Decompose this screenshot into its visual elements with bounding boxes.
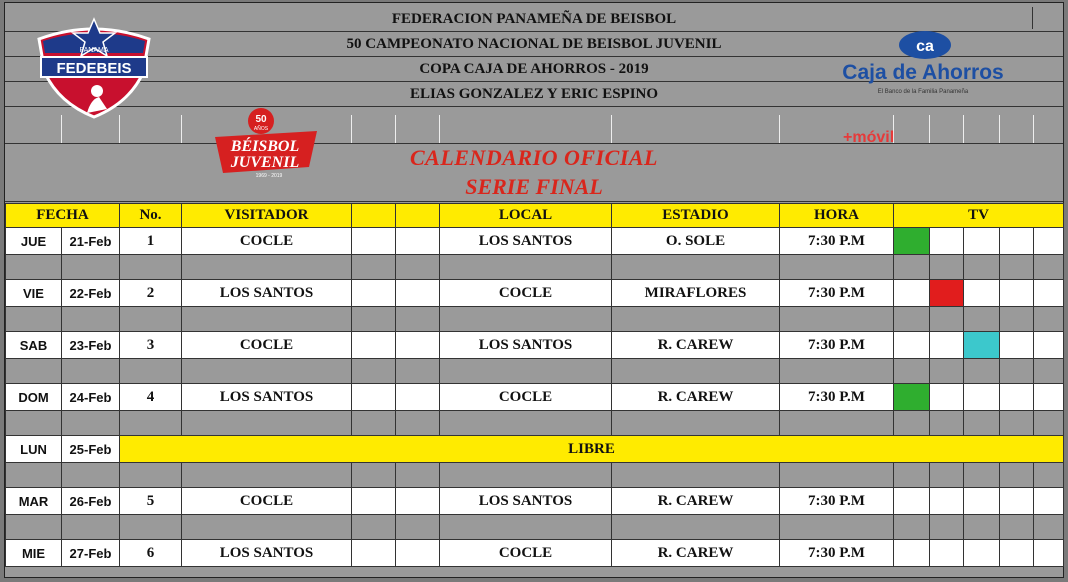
table-row xyxy=(6,540,1064,567)
tv-channel-cell xyxy=(964,228,1000,255)
stadium-cell: R. CAREW xyxy=(612,332,780,359)
tv-channel-cell xyxy=(1000,540,1034,567)
time-cell: 7:30 P.M xyxy=(780,332,894,359)
col-header-local: LOCAL xyxy=(440,204,612,228)
blank-cell xyxy=(396,332,440,359)
caja-logo-name: Caja de Ahorros xyxy=(842,61,1004,84)
game-number-cell: 3 xyxy=(120,332,182,359)
movil-logo: +móvil xyxy=(843,129,895,146)
tv-channel-cell xyxy=(894,540,930,567)
bj-logo-line2: JUVENIL xyxy=(230,154,300,171)
time-cell: 7:30 P.M xyxy=(780,228,894,255)
date-cell: 25-Feb xyxy=(62,436,120,463)
day-of-week-cell: LUN xyxy=(6,436,62,463)
tv-channel-cell xyxy=(930,384,964,411)
col-header-estadio: ESTADIO xyxy=(612,204,780,228)
calendar-subtitle: SERIE FINAL xyxy=(5,173,1063,202)
tv-channel-cell xyxy=(894,384,930,411)
home-team-cell: COCLE xyxy=(440,280,612,307)
time-cell: 7:30 P.M xyxy=(780,384,894,411)
stadium-cell: R. CAREW xyxy=(612,488,780,515)
col-header-no: No. xyxy=(120,204,182,228)
tv-channel-cell xyxy=(1000,332,1034,359)
blank-cell xyxy=(396,384,440,411)
time-cell: 7:30 P.M xyxy=(780,280,894,307)
day-of-week-cell: JUE xyxy=(6,228,62,255)
bj-logo-line1: BÉISBOL xyxy=(230,138,300,155)
home-team-cell: LOS SANTOS xyxy=(440,488,612,515)
tv-channel-cell xyxy=(1034,332,1064,359)
visitor-team-cell: COCLE xyxy=(182,228,352,255)
tv-channel-cell xyxy=(1000,280,1034,307)
date-cell: 27-Feb xyxy=(62,540,120,567)
stadium-cell: R. CAREW xyxy=(612,540,780,567)
tv-channel-cell xyxy=(930,488,964,515)
visitor-team-cell: LOS SANTOS xyxy=(182,280,352,307)
bj-logo-badge: 50 xyxy=(255,114,267,125)
home-team-cell: LOS SANTOS xyxy=(440,332,612,359)
tv-channel-cell xyxy=(1034,488,1064,515)
col-header-fecha: FECHA xyxy=(6,204,120,228)
tv-channel-cell xyxy=(964,384,1000,411)
caja-de-ahorros-logo xyxy=(813,27,1033,103)
day-of-week-cell: MAR xyxy=(6,488,62,515)
col-header-tv: TV xyxy=(894,204,1064,228)
blank-cell xyxy=(396,540,440,567)
cup-title: COPA CAJA DE AHORROS - 2019 xyxy=(419,61,649,77)
time-cell: 7:30 P.M xyxy=(780,540,894,567)
visitor-team-cell: COCLE xyxy=(182,332,352,359)
spacer-row xyxy=(6,463,1064,488)
federation-title: FEDERACION PANAMEÑA DE BEISBOL xyxy=(391,11,677,27)
blank-cell xyxy=(352,384,396,411)
date-cell: 26-Feb xyxy=(62,488,120,515)
tv-channel-cell xyxy=(894,228,930,255)
tv-channel-cell xyxy=(1034,228,1064,255)
date-cell: 24-Feb xyxy=(62,384,120,411)
col-header-hora: HORA xyxy=(780,204,894,228)
spacer-row xyxy=(6,307,1064,332)
time-cell: 7:30 P.M xyxy=(780,488,894,515)
blank-cell xyxy=(352,332,396,359)
tv-channel-cell xyxy=(1034,280,1064,307)
blank-cell xyxy=(396,280,440,307)
table-row xyxy=(6,332,1064,359)
game-number-cell: 6 xyxy=(120,540,182,567)
tv-channel-cell xyxy=(964,488,1000,515)
day-of-week-cell: VIE xyxy=(6,280,62,307)
visitor-team-cell: LOS SANTOS xyxy=(182,384,352,411)
tv-channel-cell xyxy=(964,540,1000,567)
date-cell: 23-Feb xyxy=(62,332,120,359)
tv-channel-cell xyxy=(930,280,964,307)
tv-channel-cell xyxy=(1034,540,1064,567)
tv-channel-cell xyxy=(964,332,1000,359)
schedule-sheet xyxy=(4,2,1064,578)
tv-channel-cell xyxy=(1000,228,1034,255)
fedebeis-logo-name: FEDEBEIS xyxy=(56,60,132,77)
stadium-cell: MIRAFLORES xyxy=(612,280,780,307)
col-header-visitador: VISITADOR xyxy=(182,204,352,228)
spacer-row xyxy=(6,411,1064,436)
tv-channel-cell xyxy=(1000,384,1034,411)
date-cell: 22-Feb xyxy=(62,280,120,307)
bj-logo-badge-sub: AÑOS xyxy=(253,126,269,132)
schedule-body xyxy=(6,228,1064,567)
table-row xyxy=(6,280,1064,307)
tv-channel-cell xyxy=(894,488,930,515)
tv-channel-cell xyxy=(930,540,964,567)
tv-channel-cell xyxy=(964,280,1000,307)
table-row xyxy=(6,436,1064,463)
home-team-cell: COCLE xyxy=(440,384,612,411)
game-number-cell: 2 xyxy=(120,280,182,307)
fedebeis-logo-top: PANAMA xyxy=(79,47,109,54)
calendar-title: CALENDARIO OFICIAL xyxy=(409,145,658,170)
fedebeis-logo xyxy=(29,17,159,121)
day-of-week-cell: DOM xyxy=(6,384,62,411)
stadium-cell: R. CAREW xyxy=(612,384,780,411)
game-number-cell: 4 xyxy=(120,384,182,411)
championship-title: 50 CAMPEONATO NACIONAL DE BEISBOL JUVENIL xyxy=(346,36,722,52)
tv-channel-cell xyxy=(1000,488,1034,515)
bj-logo-years: 1969 - 2019 xyxy=(255,173,283,179)
blank-cell xyxy=(396,488,440,515)
libre-cell: LIBRE xyxy=(120,436,1064,463)
home-team-cell: COCLE xyxy=(440,540,612,567)
tv-channel-cell xyxy=(930,332,964,359)
game-number-cell: 5 xyxy=(120,488,182,515)
spacer-row xyxy=(6,359,1064,384)
day-of-week-cell: SAB xyxy=(6,332,62,359)
blank-cell xyxy=(352,228,396,255)
caja-logo-tagline: El Banco de la Familia Panameña xyxy=(877,89,969,95)
table-row xyxy=(6,384,1064,411)
visitor-team-cell: COCLE xyxy=(182,488,352,515)
visitor-team-cell: LOS SANTOS xyxy=(182,540,352,567)
tv-channel-cell xyxy=(894,280,930,307)
dedication-title: ELIAS GONZALEZ Y ERIC ESPINO xyxy=(409,86,659,102)
game-number-cell: 1 xyxy=(120,228,182,255)
tv-channel-cell xyxy=(930,228,964,255)
spacer-row xyxy=(6,255,1064,280)
blank-cell xyxy=(352,540,396,567)
table-row xyxy=(6,228,1064,255)
table-header-row xyxy=(6,204,1064,228)
blank-cell xyxy=(352,280,396,307)
date-cell: 21-Feb xyxy=(62,228,120,255)
caja-logo-mark: ca xyxy=(916,38,934,55)
blank-cell xyxy=(396,228,440,255)
schedule-table xyxy=(5,203,1064,567)
day-of-week-cell: MIE xyxy=(6,540,62,567)
table-row xyxy=(6,488,1064,515)
tv-channel-cell xyxy=(1034,384,1064,411)
tv-channel-cell xyxy=(894,332,930,359)
stadium-cell: O. SOLE xyxy=(612,228,780,255)
blank-cell xyxy=(352,488,396,515)
spacer-row xyxy=(6,515,1064,540)
home-team-cell: LOS SANTOS xyxy=(440,228,612,255)
